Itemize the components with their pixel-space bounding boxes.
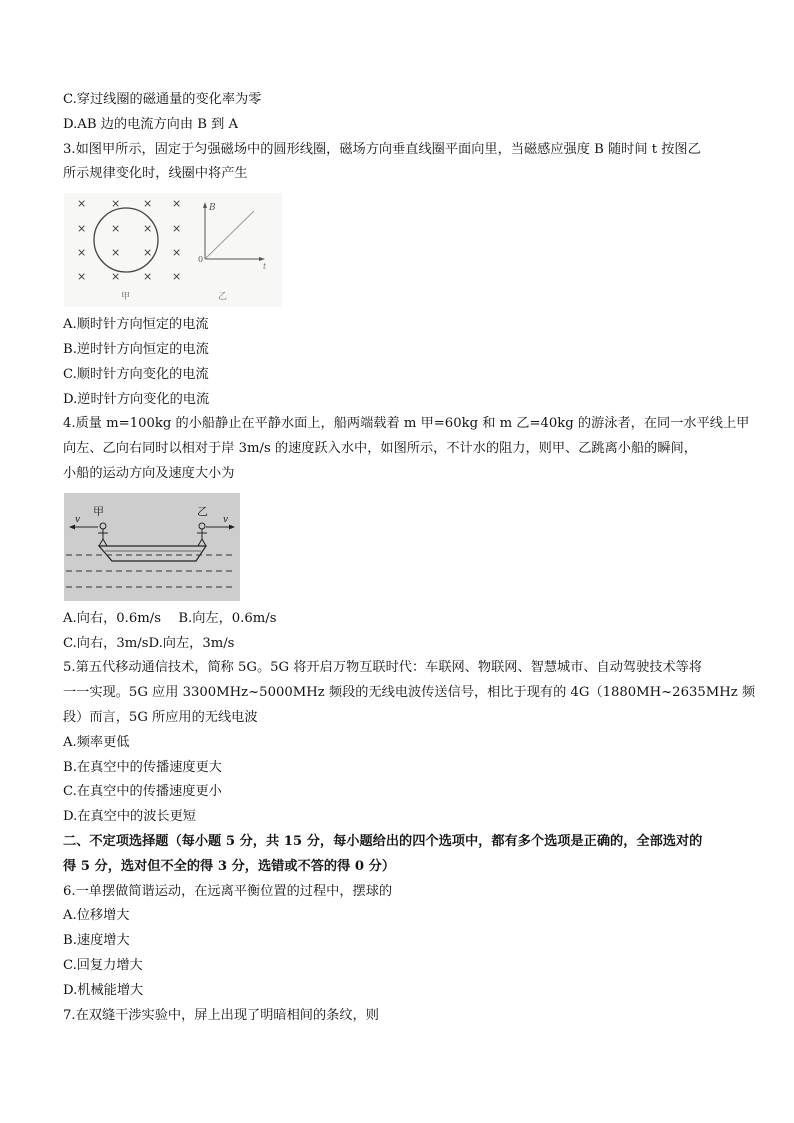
option-d-q2: D.AB 边的电流方向由 B 到 A: [63, 116, 238, 132]
option-c-q6: C.回复力增大: [63, 957, 143, 973]
field-cross: ×: [172, 197, 182, 211]
option-a-q5: A.频率更低: [63, 734, 130, 750]
text-block-q3-options: [63, 313, 750, 487]
left-velocity-label: v: [75, 514, 81, 525]
option-c-q2: C.穿过线圈的磁通量的变化率为零: [63, 92, 262, 107]
field-cross: ×: [111, 246, 121, 260]
question-5-line-1: 5.第五代移动通信技术，简称 5G。5G 将开启万物互联时代：车联网、物联网、智慧城市、自动驾驶技术等将: [63, 660, 703, 676]
option-a-q6: A.位移增大: [63, 908, 130, 924]
field-cross: ×: [143, 222, 153, 236]
field-cross: ×: [172, 222, 182, 236]
option-a-q3: A.顺时针方向恒定的电流: [63, 317, 209, 333]
question-4-line-3: 小船的运动方向及速度大小为: [63, 465, 235, 481]
field-cross: ×: [77, 197, 87, 211]
option-b-q5: B.在真空中的传播速度更大: [63, 759, 222, 775]
field-cross: ×: [77, 222, 87, 236]
field-cross: ×: [143, 270, 153, 284]
b-axis-label: B: [209, 203, 216, 214]
section-2-heading: [63, 830, 733, 880]
field-cross: ×: [77, 270, 87, 284]
option-d-q3: D.逆时针方向变化的电流: [63, 391, 210, 407]
option-c-q5: C.在真空中的传播速度更小: [63, 784, 222, 800]
coil-circle: [94, 208, 158, 272]
t-axis-arrow: [259, 257, 265, 261]
figure-boat-svg: [64, 493, 240, 601]
section-2-line-2: 得 5 分，选对但不全的得 3 分，选错或不答的得 0 分）: [63, 858, 396, 874]
figure-boat: [64, 493, 240, 601]
b-t-line: [205, 211, 254, 259]
t-axis-label: t: [263, 262, 267, 272]
option-d-q5: D.在真空中的波长更短: [63, 809, 196, 825]
field-cross: ×: [172, 270, 182, 284]
field-cross: ×: [172, 246, 182, 260]
question-3-line-1: 3.如图甲所示，固定于匀强磁场中的圆形线圈，磁场方向垂直线圈平面向里，当磁感应强度 B 随时间 t 按图乙: [63, 141, 701, 157]
options-ab-q4: A.向右，0.6m/s B.向左，0.6m/s: [63, 610, 277, 626]
text-block-q6-q7: [63, 880, 733, 1029]
question-5-line-2: 一一实现。5G 应用 3300MHz~5000MHz 频段的无线电波传送信号，相比于现有的 4G（1880MH~2635MHz 频: [63, 685, 756, 701]
field-cross: ×: [111, 222, 121, 236]
field-cross: ×: [111, 197, 121, 211]
section-2-line-1: 二、不定项选择题（每小题 5 分，共 15 分，每小题给出的四个选项中，都有多个选项是正确的，全部选对的: [63, 833, 703, 849]
field-cross: ×: [77, 246, 87, 260]
figure-label-yi: 乙: [218, 292, 228, 303]
question-4-line-2: 向左、乙向右同时以相对于岸 3m/s 的速度跃入水中，如图所示，不计水的阻力，则甲、乙跳离小船的瞬间，: [63, 441, 697, 457]
question-4-line-1: 4.质量 m=100kg 的小船静止在平静水面上，船两端载着 m 甲=60kg 和 m 乙=40kg 的游泳者，在同一水平线上甲: [63, 416, 750, 432]
exam-page: [63, 88, 756, 1028]
right-velocity-label: v: [223, 514, 229, 525]
figure-boat-background: [64, 493, 240, 601]
option-c-q3: C.顺时针方向变化的电流: [63, 366, 209, 382]
question-7: 7.在双缝干涉实验中，屏上出现了明暗相间的条纹，则: [63, 1007, 379, 1023]
figure-label-jia: 甲: [121, 292, 131, 303]
person-jia-label: 甲: [93, 504, 104, 518]
option-b-q3: B.逆时针方向恒定的电流: [63, 341, 209, 357]
figure-magnetic-field: [64, 193, 282, 307]
b-axis-arrow: [203, 202, 207, 208]
option-b-q6: B.速度增大: [63, 933, 130, 949]
question-5-line-3: 段）而言，5G 所应用的无线电波: [63, 709, 258, 725]
figure-magnetic-field-svg: [64, 193, 282, 307]
question-3-line-2: 所示规律变化时，线圈中将产生: [63, 166, 248, 182]
question-6: 6.一单摆做简谐运动，在远离平衡位置的过程中，摆球的: [63, 883, 393, 899]
origin-label: 0: [198, 255, 204, 265]
text-block-q4-q5: [63, 607, 756, 830]
field-cross: ×: [143, 246, 153, 260]
field-cross: ×: [143, 197, 153, 211]
text-block-top: [63, 88, 733, 187]
field-cross: ×: [111, 270, 121, 284]
person-yi-label: 乙: [197, 504, 208, 518]
options-cd-q4: C.向右，3m/sD.向左，3m/s: [63, 635, 235, 651]
option-d-q6: D.机械能增大: [63, 982, 144, 998]
